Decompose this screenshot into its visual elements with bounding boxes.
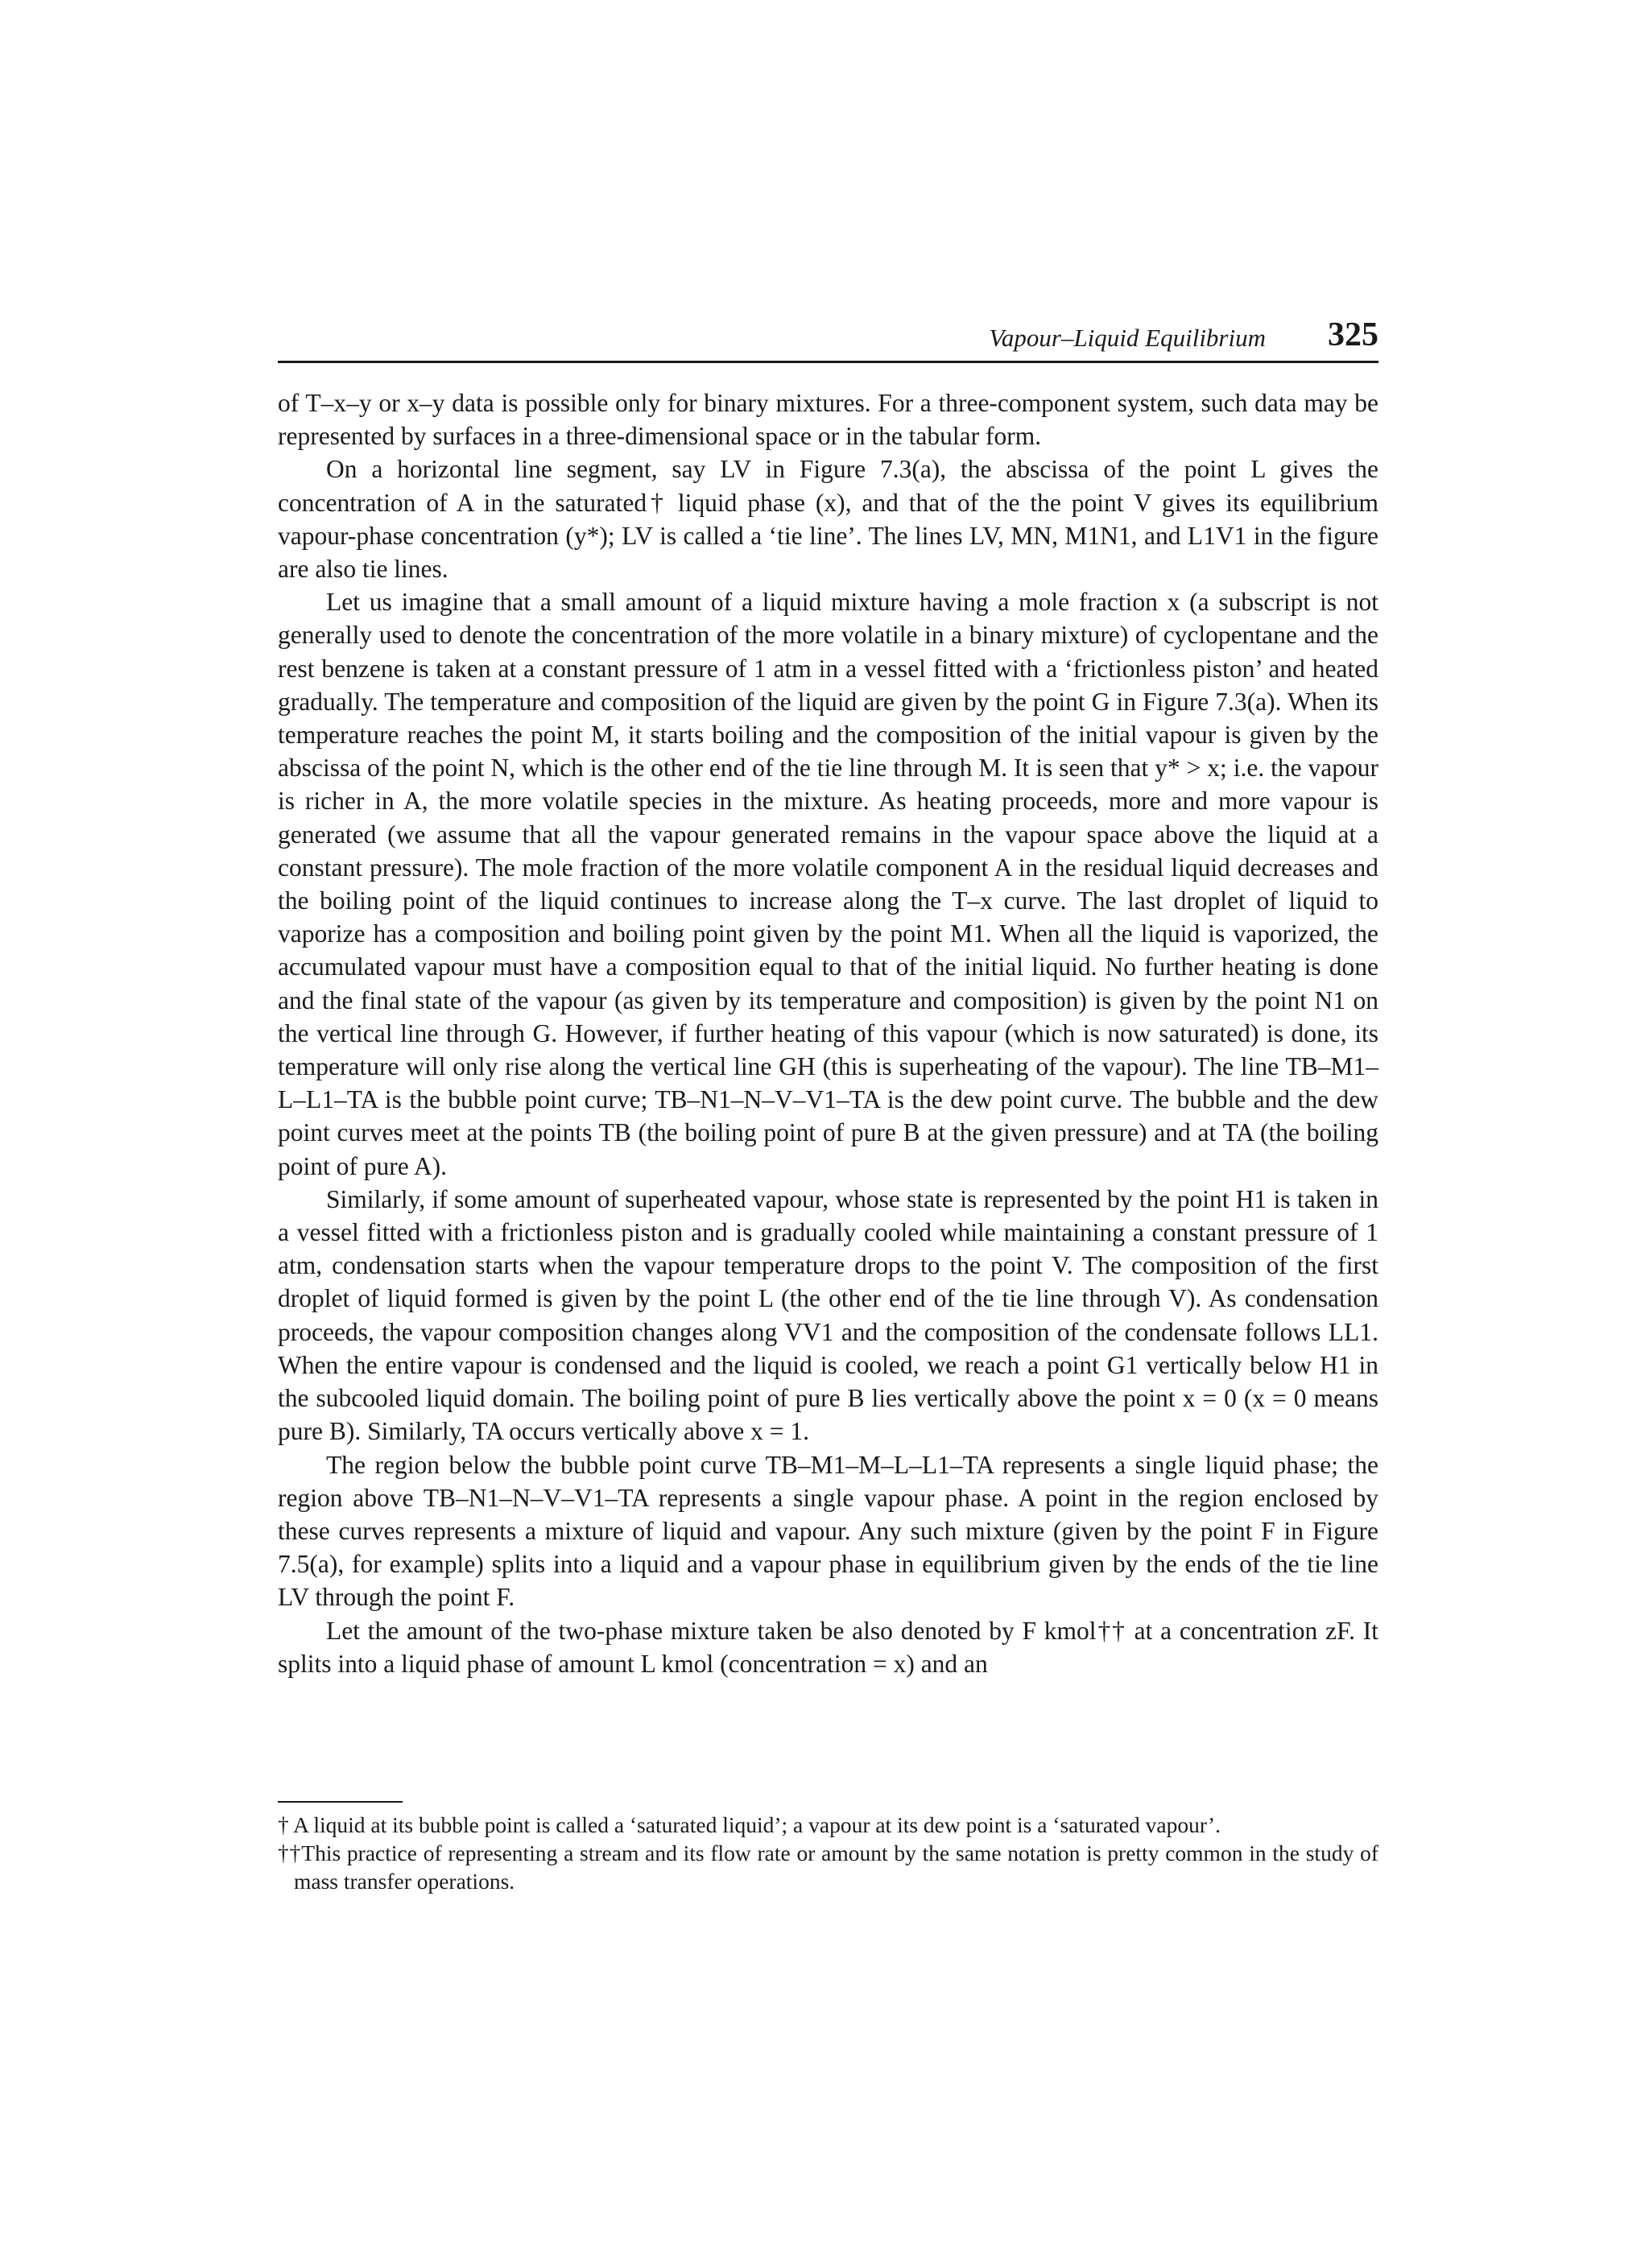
page-header [278, 316, 1378, 363]
footnote-rule [278, 1801, 403, 1803]
running-head: Vapour–Liquid Equilibrium [989, 324, 1266, 352]
page-number: 325 [1328, 316, 1378, 353]
paragraph: Similarly, if some amount of superheated vapour, whose state is represented by the point H1 is taken in a vessel fitted with a frictionless piston and is gradually cooled while maintaining a constant pressure of 1 atm, condensation starts when the vapour temperature drops to the point V. The composition of the first droplet of liquid formed is given by the point L (the other end of the tie line through V). As condensation proceeds, the vapour composition changes along VV1 and the composition of the condensate follows LL1. When the entire vapour is condensed and the liquid is cooled, we reach a point G1 vertically below H1 in the subcooled liquid domain. The boiling point of pure B lies vertically above the point x = 0 (x = 0 means pure B). Similarly, TA occurs vertically above x = 1. [278, 1184, 1378, 1446]
paragraph: On a horizontal line segment, say LV in Figure 7.3(a), the abscissa of the point L gives the concentration of A in the saturated† liquid phase (x), and that of the the point V gives its equilibrium vapour-phase concentration (y*); LV is called a ‘tie line’. The lines LV, MN, M1N1, and L1V1 in the figure are also tie lines. [278, 455, 1378, 584]
paragraph: Let the amount of the two-phase mixture taken be also denoted by F kmol†† at a concentration zF. It splits into a liquid phase of amount L kmol (concentration = x) and an [278, 1616, 1378, 1678]
body-text [278, 386, 1378, 1680]
paragraph: The region below the bubble point curve TB–M1–M–L–L1–TA represents a single liquid phase; the region above TB–N1–N–V–V1–TA represents a single vapour phase. A point in the region enclosed by these curves represents a mixture of liquid and vapour. Any such mixture (given by the point F in Figure 7.5(a), for example) splits into a liquid and a vapour phase in equilibrium given by the ends of the tie line LV through the point F. [278, 1450, 1378, 1612]
paragraph: Let us imagine that a small amount of a liquid mixture having a mole fraction x (a subscript is not generally used to denote the concentration of the more volatile in a binary mixture) of cyclopentane and the rest benzene is taken at a constant pressure of 1 atm in a vessel fitted with a ‘frictionless piston’ and heated gradually. The temperature and composition of the liquid are given by the point G in Figure 7.3(a). When its temperature reaches the point M, it starts boiling and the composition of the initial vapour is given by the abscissa of the point N, which is the other end of the tie line through M. It is seen that y* > x; i.e. the vapour is richer in A, the more volatile species in the mixture. As heating proceeds, more and more vapour is generated (we assume that all the vapour generated remains in the vapour space above the liquid at a constant pressure). The mole fraction of the more volatile component A in the residual liquid decreases and the boiling point of the liquid continues to increase along the T–x curve. The last droplet of liquid to vaporize has a composition and boiling point given by the point M1. When all the liquid is vaporized, the accumulated vapour must have a composition equal to that of the initial liquid. No further heating is done and the final state of the vapour (as given by its temperature and composition) is given by the point N1 on the vertical line through G. However, if further heating of this vapour (which is now saturated) is done, its temperature will only rise along the vertical line GH (this is superheating of the vapour). The line TB–M1–L–L1–TA is the bubble point curve; TB–N1–N–V–V1–TA is the dew point curve. The bubble and the dew point curves meet at the points TB (the boiling point of pure B at the given pressure) and at TA (the boiling point of pure A). [278, 588, 1378, 1180]
footnote: † A liquid at its bubble point is called a ‘saturated liquid’; a vapour at its dew point is a ‘saturated vapour’. [278, 1812, 1221, 1837]
footnotes [278, 1811, 1378, 1895]
paragraph: of T–x–y or x–y data is possible only for binary mixtures. For a three-component system, such data may be represented by surfaces in a three-dimensional space or in the tabular form. [278, 389, 1378, 451]
footnote: ††This practice of representing a stream and its flow rate or amount by the same notation is pretty common in the study of mass transfer operations. [278, 1840, 1378, 1894]
